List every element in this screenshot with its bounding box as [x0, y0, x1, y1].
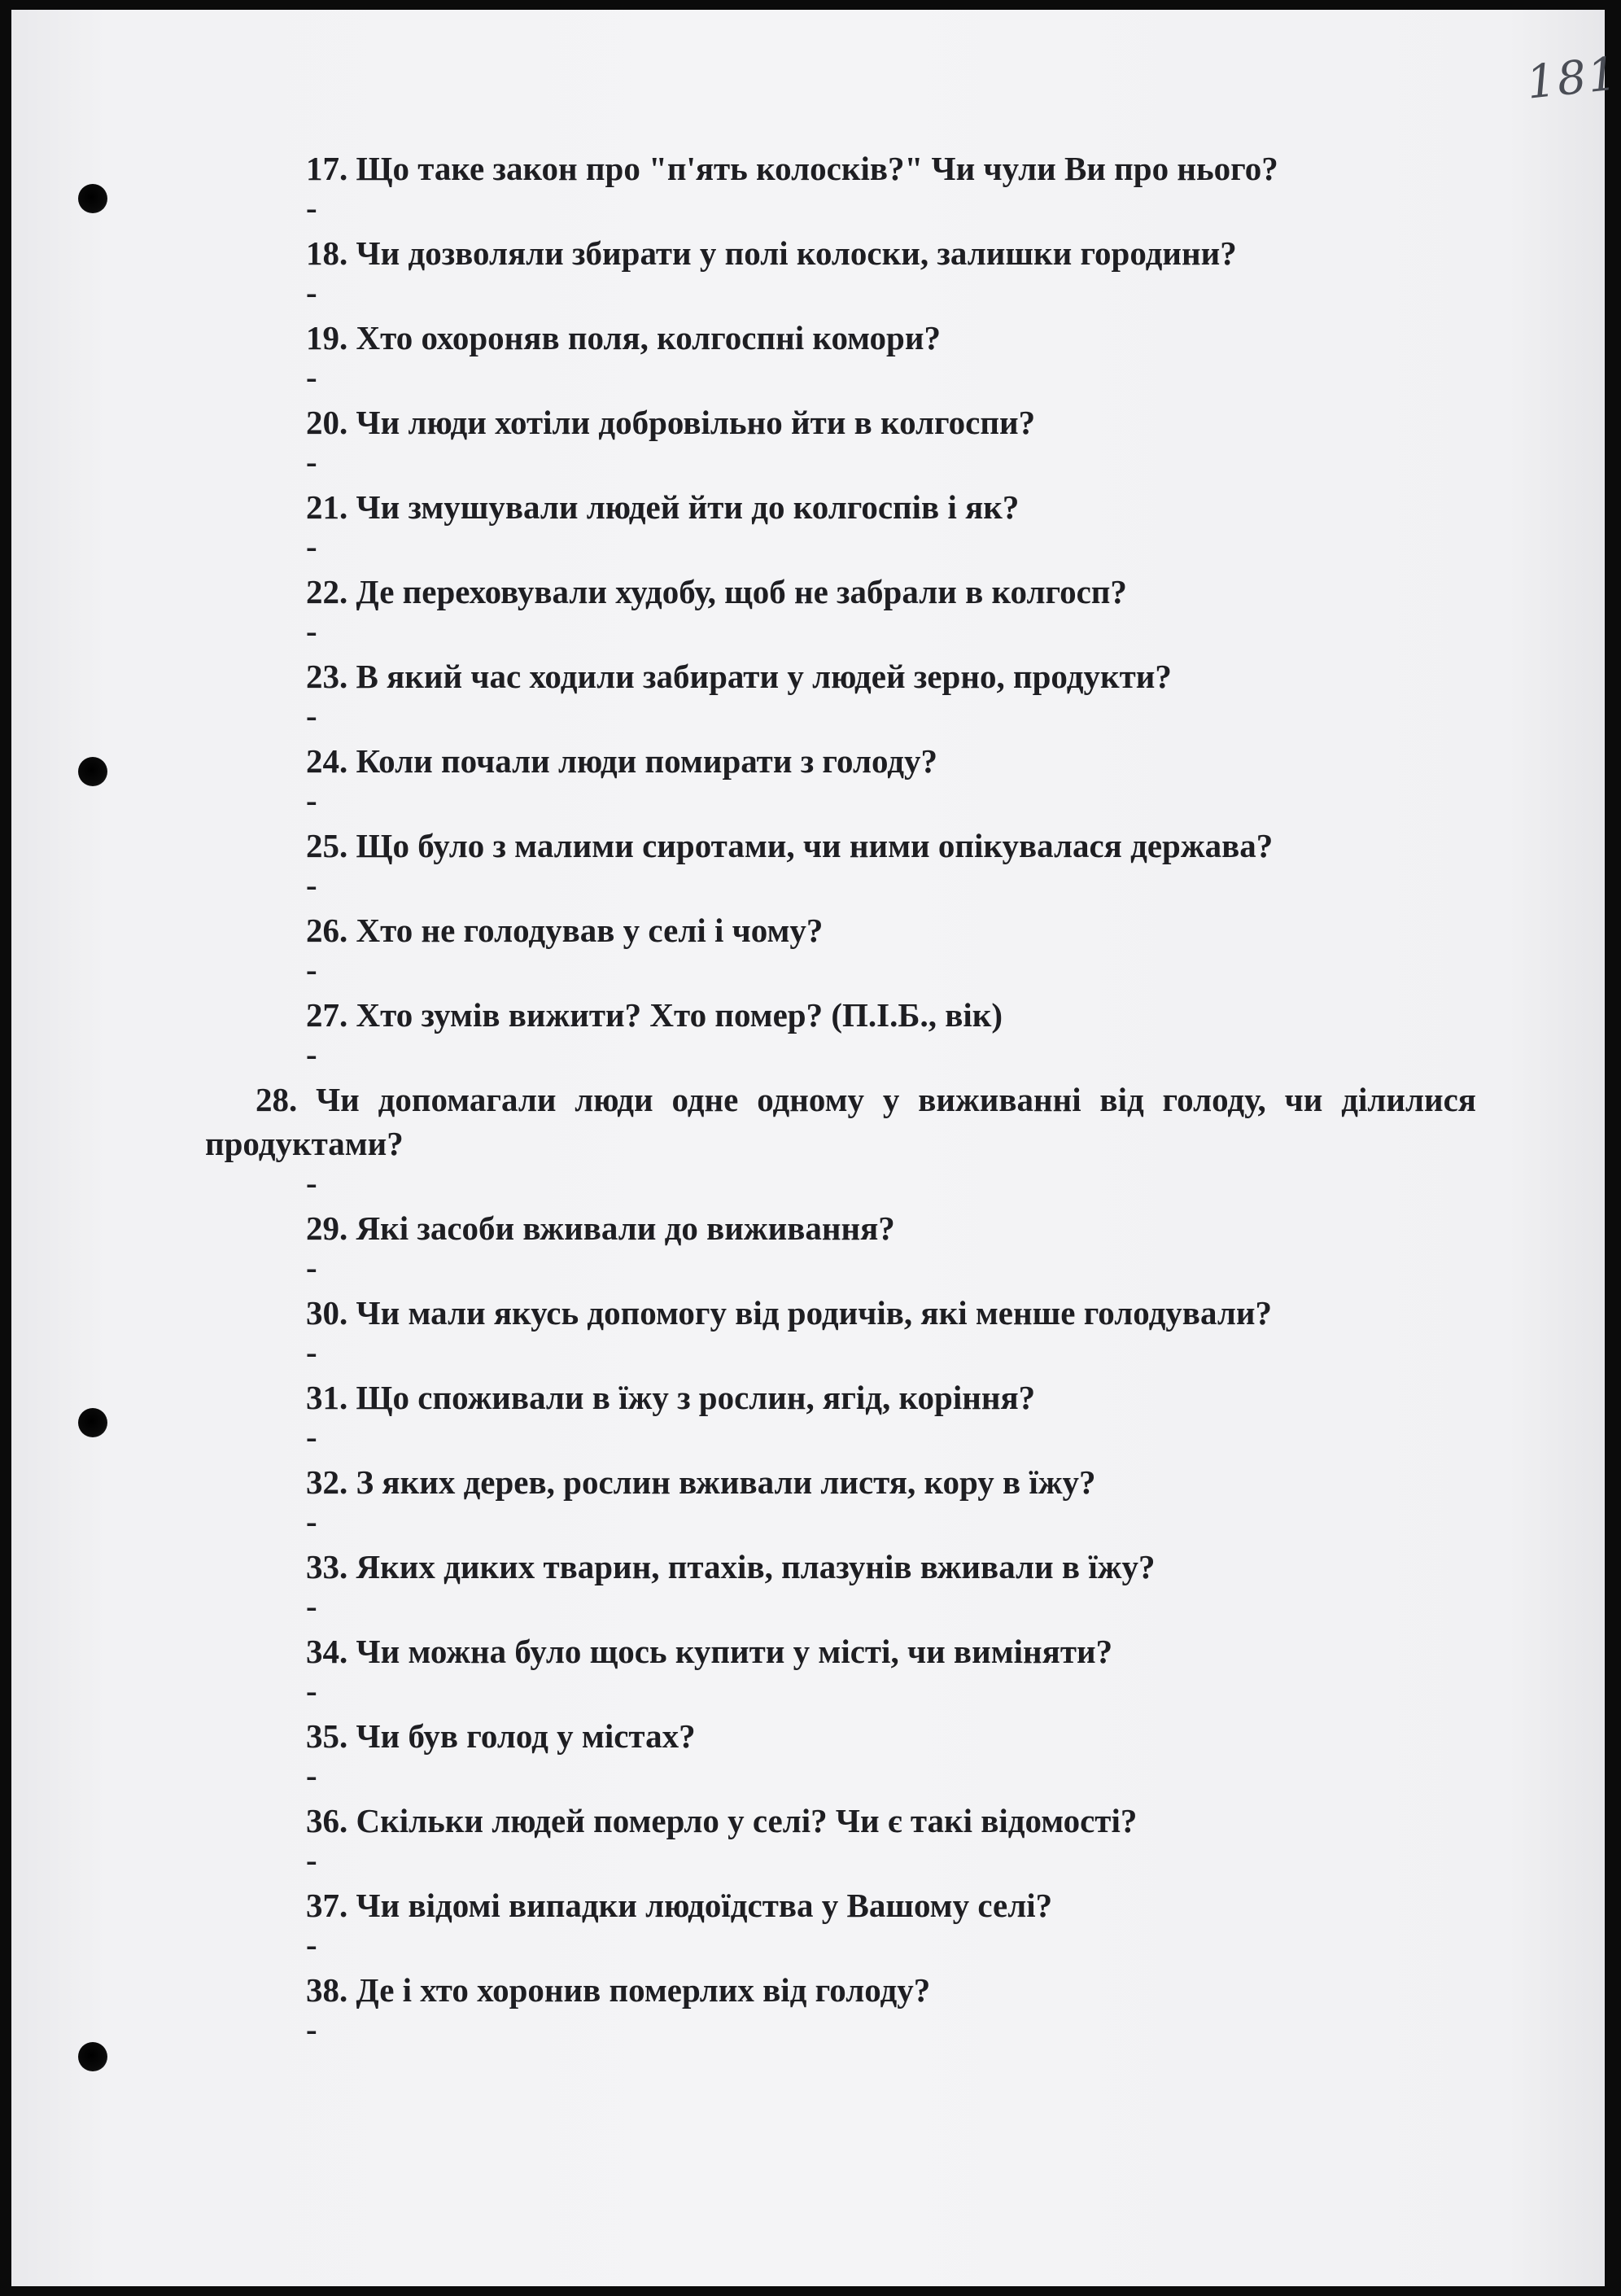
question-text: 38. Де і хто хоронив померлих від голоду?: [306, 1971, 931, 2009]
answer-placeholder: -: [306, 2010, 317, 2048]
question-text: 29. Які засоби вживали до виживання?: [306, 1209, 895, 1247]
answer-placeholder: -: [306, 1035, 317, 1073]
question-item: [256, 400, 1525, 485]
question-item: [256, 1206, 1525, 1291]
question-item: [256, 316, 1525, 400]
question-text: 17. Що таке закон про "п'ять колосків?" Чи чули Ви про нього?: [306, 150, 1278, 187]
question-text: 18. Чи дозволяли збирати у полі колоски, залишки городини?: [306, 234, 1237, 272]
question-text: 25. Що було з малими сиротами, чи ними опікувалася держава?: [306, 827, 1274, 864]
answer-placeholder: -: [306, 1249, 317, 1286]
answer-placeholder: -: [306, 1418, 317, 1455]
answer-placeholder: -: [306, 358, 317, 396]
question-text: 35. Чи був голод у містах?: [306, 1717, 696, 1755]
question-text: 23. В який час ходили забирати у людей зерно, продукти?: [306, 658, 1172, 695]
answer-placeholder: -: [306, 1502, 317, 1540]
question-text: 30. Чи мали якусь допомогу від родичів, які менше голодували?: [306, 1294, 1272, 1332]
punch-hole-4: [78, 2042, 107, 2071]
question-item: [256, 908, 1525, 993]
question-item: [205, 1078, 1523, 1206]
answer-placeholder: -: [306, 866, 317, 903]
question-text: 31. Що споживали в їжу з рослин, ягід, коріння?: [306, 1379, 1036, 1416]
answer-placeholder: -: [306, 1333, 317, 1371]
question-item: [256, 824, 1525, 908]
question-text: 33. Яких диких тварин, птахів, плазунів вживали в їжу?: [306, 1548, 1156, 1585]
answer-placeholder: -: [306, 697, 317, 734]
document-page: [11, 10, 1621, 2286]
question-item: [256, 570, 1525, 654]
question-item: [256, 1545, 1525, 1629]
question-item: [256, 654, 1525, 739]
answer-placeholder: -: [306, 612, 317, 649]
question-text: 22. Де переховували худобу, щоб не забрали в колгосп?: [306, 573, 1127, 610]
question-text: 20. Чи люди хотіли добровільно йти в колгоспи?: [306, 404, 1036, 441]
answer-placeholder: -: [306, 273, 317, 311]
answer-placeholder: -: [306, 951, 317, 988]
answer-placeholder: -: [306, 189, 317, 226]
answer-placeholder: -: [306, 1756, 317, 1794]
question-item: [256, 993, 1525, 1078]
question-item: [256, 485, 1525, 570]
question-item: [256, 1291, 1525, 1375]
question-text: 21. Чи змушували людей йти до колгоспів і як?: [306, 488, 1020, 526]
question-item: [256, 739, 1525, 824]
question-item: [256, 1968, 1525, 2053]
question-text: 26. Хто не голодував у селі і чому?: [306, 912, 824, 949]
answer-placeholder: -: [306, 781, 317, 819]
question-item: [256, 1375, 1525, 1460]
answer-placeholder: -: [306, 527, 317, 565]
question-text: 27. Хто зумів вижити? Хто помер? (П.І.Б., вік): [306, 996, 1003, 1034]
question-text: 32. З яких дерев, рослин вживали листя, кору в їжу?: [306, 1463, 1096, 1501]
question-item: [256, 147, 1525, 231]
question-text: 28. Чи допомагали люди одне одному у виживанні від голоду, чи ділилися продуктами?: [205, 1081, 1476, 1162]
answer-placeholder: -: [306, 1926, 317, 1963]
answer-placeholder: -: [306, 1841, 317, 1878]
punch-hole-1: [78, 184, 107, 213]
question-text: 24. Коли почали люди помирати з голоду?: [306, 742, 938, 780]
question-item: [256, 1629, 1525, 1714]
question-text: 36. Скільки людей померло у селі? Чи є такі відомості?: [306, 1802, 1138, 1839]
question-text: 37. Чи відомі випадки людоїдства у Вашому селі?: [306, 1887, 1053, 1924]
question-item: [256, 1799, 1525, 1883]
punch-hole-3: [78, 1408, 107, 1437]
answer-placeholder: -: [306, 1587, 317, 1625]
answer-placeholder: -: [306, 1672, 317, 1709]
question-list: [205, 147, 1525, 2053]
punch-hole-2: [78, 757, 107, 786]
question-item: [256, 1460, 1525, 1545]
question-text: 19. Хто охороняв поля, колгоспні комори?: [306, 319, 941, 356]
question-item: [256, 1714, 1525, 1799]
question-item: [256, 1883, 1525, 1968]
handwritten-page-number: 181: [1523, 47, 1621, 110]
question-text: 34. Чи можна було щось купити у місті, чи виміняти?: [306, 1633, 1113, 1670]
question-item: [256, 231, 1525, 316]
answer-placeholder: -: [306, 1164, 317, 1201]
answer-placeholder: -: [306, 443, 317, 480]
